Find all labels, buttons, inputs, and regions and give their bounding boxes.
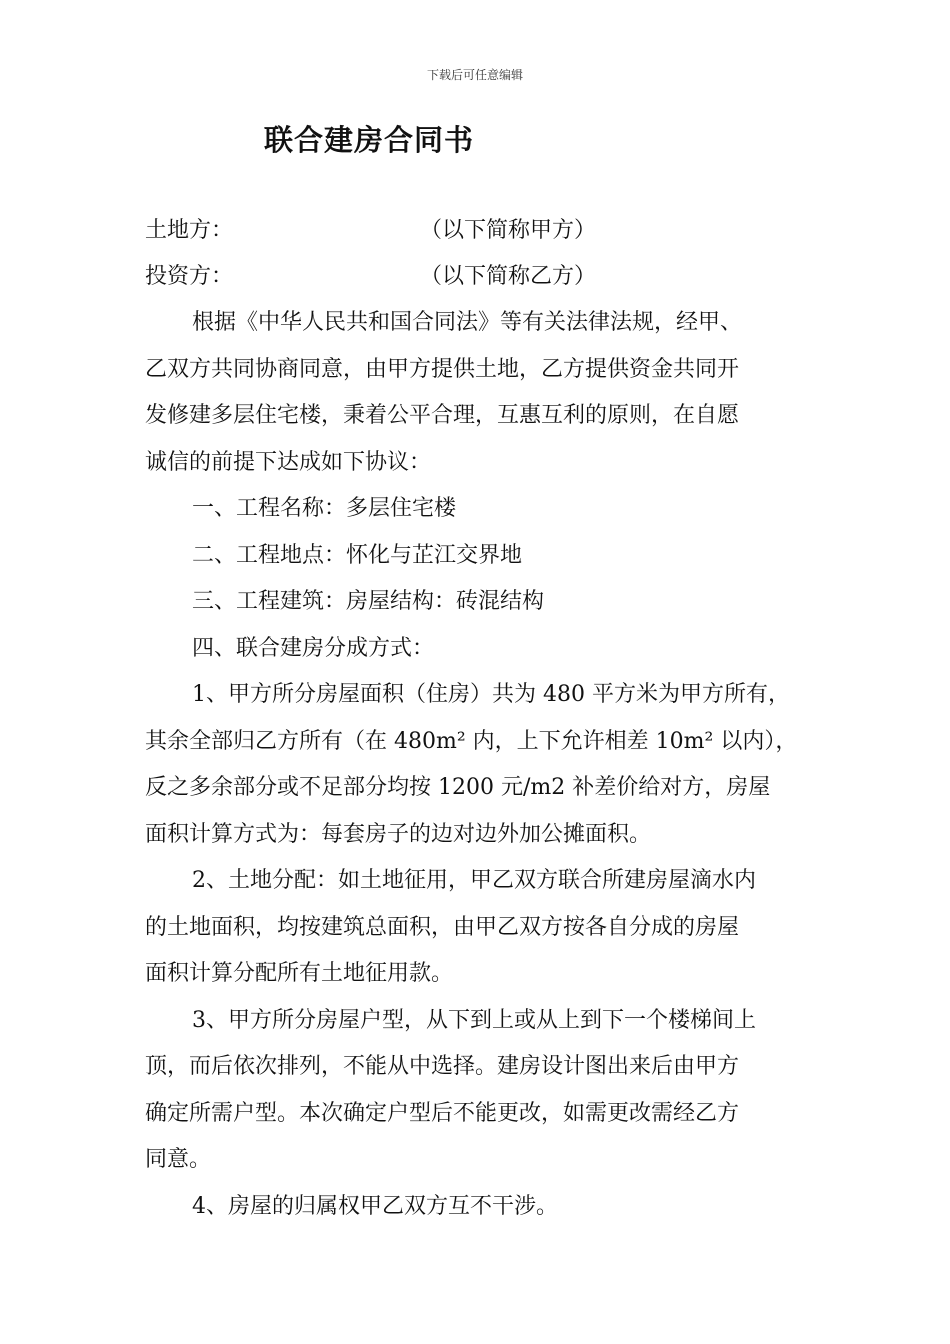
clause-line: 一、工程名称：多层住宅楼 (192, 496, 457, 521)
clause-line: 二、工程地点：怀化与芷江交界地 (192, 543, 523, 568)
paragraph-line: 发修建多层住宅楼，秉着公平合理，互惠互利的原则，在自愿 (145, 403, 740, 428)
party-note: （以下简称甲方） (420, 218, 597, 243)
clause-line: 3、甲方所分房屋户型，从下到上或从上到下一个楼梯间上 (192, 1008, 756, 1033)
party-row-investor (145, 262, 596, 292)
clause-line: 其余全部归乙方所有（在 480m² 内，上下允许相差 10m² 以内）， (145, 729, 798, 754)
paragraph-line: 乙双方共同协商同意，由甲方提供土地，乙方提供资金共同开 (145, 357, 740, 382)
clause-line: 四、联合建房分成方式： (192, 636, 435, 661)
header-note: 下载后可任意编辑 (426, 68, 523, 82)
party-note: （以下简称乙方） (420, 264, 597, 289)
party-label: 土地方： (145, 218, 234, 243)
clause-line: 确定所需户型。本次确定户型后不能更改，如需更改需经乙方 (145, 1101, 740, 1126)
paragraph-line: 诚信的前提下达成如下协议： (145, 450, 432, 475)
paragraph-line: 根据《中华人民共和国合同法》等有关法律法规，经甲、 (192, 310, 743, 335)
clause-line: 反之多余部分或不足部分均按 1200 元/m2 补差价给对方，房屋 (145, 775, 771, 800)
clause-line: 1、甲方所分房屋面积（住房）共为 480 平方米为甲方所有， (192, 682, 790, 707)
party-label: 投资方： (145, 264, 234, 289)
clause-line: 三、工程建筑：房屋结构：砖混结构 (192, 589, 545, 614)
clause-line: 面积计算分配所有土地征用款。 (145, 961, 454, 986)
clause-line: 面积计算方式为：每套房子的边对边外加公摊面积。 (145, 822, 652, 847)
clause-line: 顶，而后依次排列，不能从中选择。建房设计图出来后由甲方 (145, 1054, 740, 1079)
document-title: 联合建房合同书 (264, 123, 475, 157)
clause-line: 同意。 (145, 1147, 212, 1172)
clause-line: 的土地面积，均按建筑总面积，由甲乙双方按各自分成的房屋 (145, 915, 740, 940)
clause-line: 2、土地分配：如土地征用，甲乙双方联合所建房屋滴水内 (192, 868, 756, 893)
clause-line: 4、房屋的归属权甲乙双方互不干涉。 (192, 1194, 558, 1219)
party-row-land (145, 216, 596, 246)
